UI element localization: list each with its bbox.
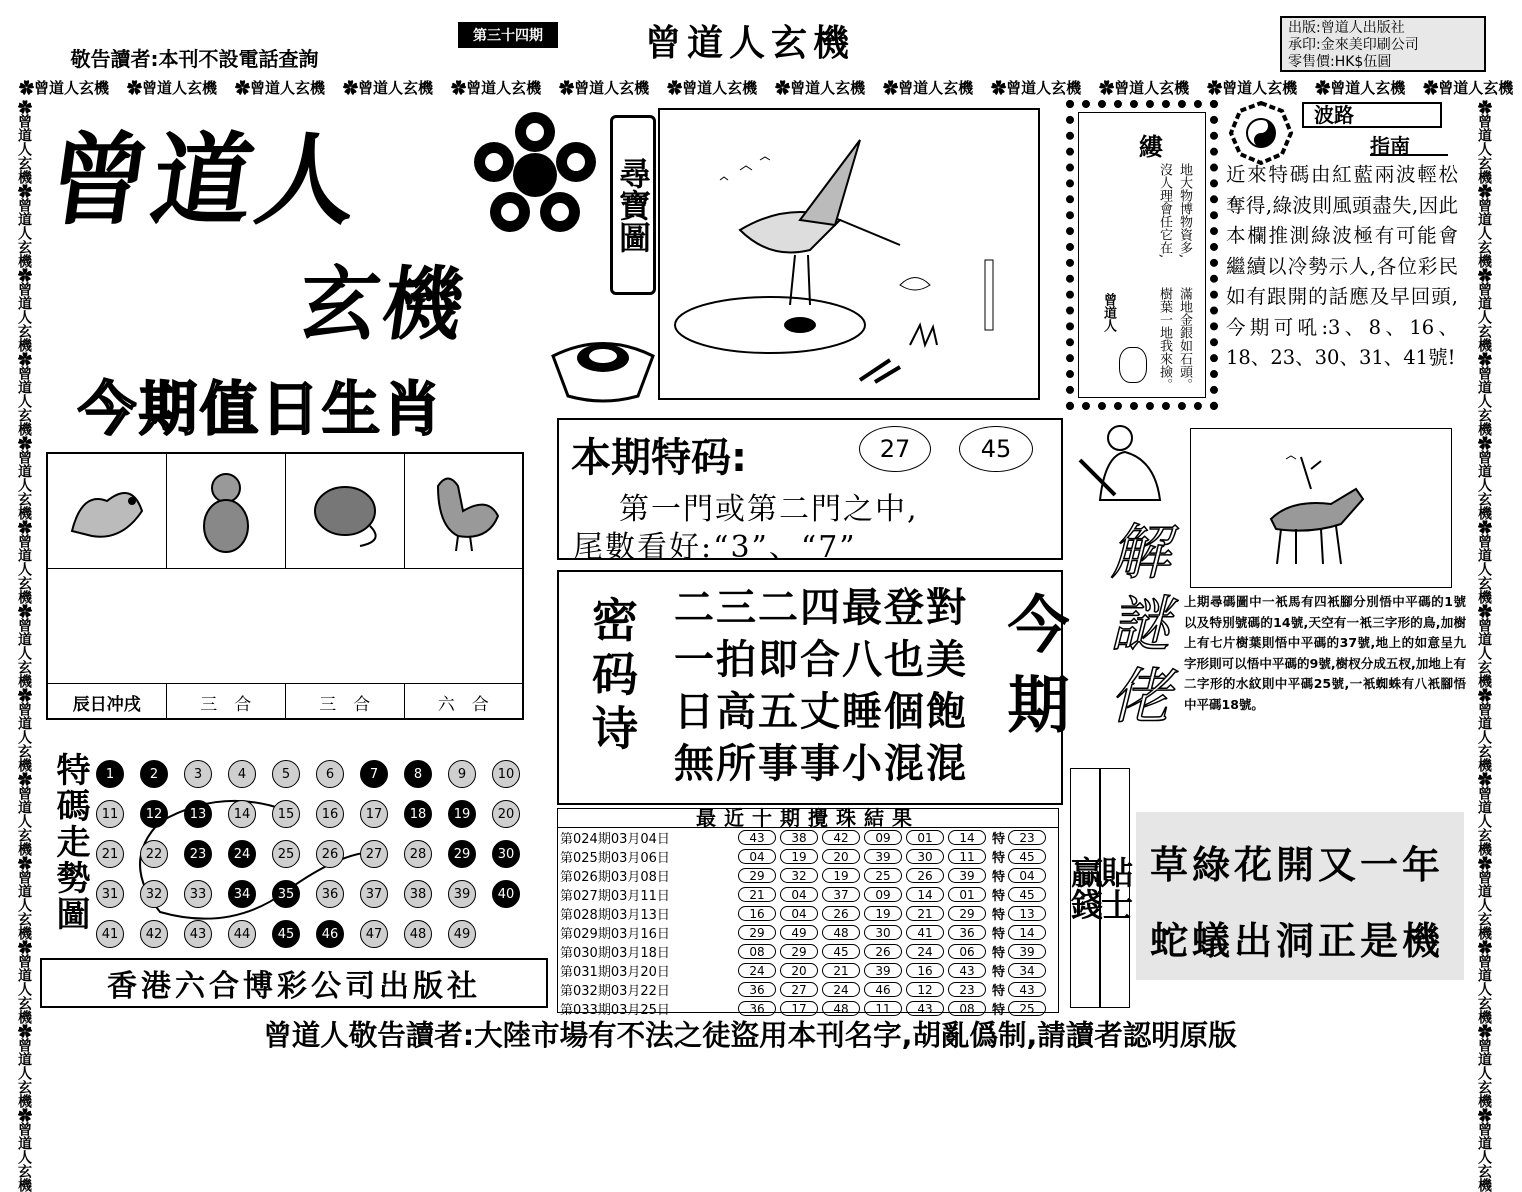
result-number: 26 — [864, 944, 902, 959]
result-number: 39 — [864, 849, 902, 864]
trend-ball: 32 — [140, 880, 168, 908]
result-special-number: 43 — [1008, 982, 1046, 997]
result-number: 12 — [906, 982, 944, 997]
trend-ball: 5 — [272, 760, 300, 788]
result-number: 32 — [780, 868, 818, 883]
border-text: ✿曾道人玄機 — [451, 79, 542, 97]
border-text: ✿曾道人玄機 — [775, 79, 866, 97]
trend-panel — [40, 752, 540, 952]
trend-balls — [96, 760, 536, 948]
result-number: 19 — [822, 868, 860, 883]
trend-ball: 23 — [184, 840, 212, 868]
result-number: 04 — [780, 887, 818, 902]
trend-ball: 31 — [96, 880, 124, 908]
result-number: 36 — [948, 925, 986, 940]
riddle-label: 解謎佬 — [1100, 520, 1170, 736]
result-number: 16 — [906, 963, 944, 978]
result-special-number: 14 — [1008, 925, 1046, 940]
trend-ball: 22 — [140, 840, 168, 868]
border-text: ✿曾道人玄機 — [1207, 79, 1298, 97]
border-text: ✿曾道人玄機 — [16, 268, 32, 352]
special-number-text: 45 — [980, 435, 1012, 463]
result-number: 14 — [948, 830, 986, 845]
result-number: 26 — [906, 868, 944, 883]
tip-line: 草綠花開又一年 — [1150, 842, 1445, 887]
border-text: ✿曾道人玄機 — [1476, 268, 1492, 352]
result-special-label: 特 — [992, 984, 1006, 999]
zodiac-images — [48, 454, 522, 569]
result-number: 21 — [906, 906, 944, 921]
bird-on-rock-icon — [660, 110, 1038, 398]
border-text: ✿曾道人玄機 — [16, 1024, 32, 1108]
trend-ball: 34 — [228, 880, 256, 908]
zodiac-label: 三 合 — [167, 684, 287, 720]
result-issue: 第029期03月16日 — [560, 927, 670, 942]
border-text: ✿曾道人玄機 — [1476, 604, 1492, 688]
trend-ball: 40 — [492, 880, 520, 908]
results-panel — [557, 806, 1059, 1018]
special-line1: 第一門或第二門之中, — [619, 492, 919, 527]
wave-title — [1302, 102, 1442, 128]
issue-text: 第三十四期 — [473, 28, 543, 44]
result-row — [560, 961, 1058, 980]
trend-ball: 30 — [492, 840, 520, 868]
side-poem-author: 曾道人 — [1101, 293, 1116, 332]
logo-line1: 曾道人 — [40, 122, 370, 239]
result-number: 16 — [738, 906, 776, 921]
result-number: 21 — [738, 887, 776, 902]
trend-ball: 2 — [140, 760, 168, 788]
zodiac-title: 今期值日生肖 — [78, 375, 445, 443]
riddle-picture — [1190, 428, 1452, 588]
result-number: 24 — [738, 963, 776, 978]
result-number: 14 — [906, 887, 944, 902]
trend-ball: 44 — [228, 920, 256, 948]
result-issue: 第032期03月22日 — [560, 984, 670, 999]
monkey-icon — [167, 454, 287, 568]
result-special-label: 特 — [992, 908, 1006, 923]
border-text: ✿曾道人玄機 — [1476, 520, 1492, 604]
seal-icon — [1119, 347, 1147, 383]
side-poem-title: 縷 — [1139, 132, 1163, 161]
special-number — [959, 426, 1033, 472]
zodiac-label: 六 合 — [437, 694, 489, 715]
result-number: 19 — [864, 906, 902, 921]
masthead-text: 曾道人玄機 — [644, 22, 855, 64]
gold-ingot-icon — [548, 326, 658, 406]
trend-ball: 46 — [316, 920, 344, 948]
zodiac-panel — [38, 358, 550, 728]
result-number: 30 — [864, 925, 902, 940]
result-special-number: 04 — [1008, 868, 1046, 883]
result-number: 25 — [864, 868, 902, 883]
trend-ball: 6 — [316, 760, 344, 788]
result-special-number: 23 — [1008, 830, 1046, 845]
trend-ball: 28 — [404, 840, 432, 868]
border-text: ✿曾道人玄機 — [127, 79, 218, 97]
trend-ball: 47 — [360, 920, 388, 948]
result-number: 01 — [906, 830, 944, 845]
wave-subtitle-text: 指南 — [1370, 134, 1410, 158]
result-number: 29 — [780, 944, 818, 959]
border-text: ✿曾道人玄機 — [16, 352, 32, 436]
dragon-icon — [48, 454, 167, 568]
trend-ball: 12 — [140, 800, 168, 828]
trend-ball: 7 — [360, 760, 388, 788]
zodiac-blank-row — [48, 569, 522, 684]
result-number: 43 — [738, 830, 776, 845]
trend-ball: 13 — [184, 800, 212, 828]
border-left — [10, 100, 34, 1192]
wave-title-text: 波路 — [1314, 103, 1354, 127]
win-money-label: 贏錢 — [1070, 768, 1100, 1008]
result-number: 24 — [822, 982, 860, 997]
trend-ball: 49 — [448, 920, 476, 948]
trend-ball: 38 — [404, 880, 432, 908]
secret-poem-line: 日高五丈睡個飽 — [674, 688, 968, 735]
result-number: 43 — [906, 1001, 944, 1016]
trend-ball: 17 — [360, 800, 388, 828]
riddle-text: 上期尋碼圖中一衹馬有四衹腳分別悟中平碼的1號以及特別號碼的14號,天空有一衹三字形的鳥,加樹上有七片樹葉則悟中平碼的37號,地上的如意呈九字形則可以悟中平碼的9號,樹杈分成五杈,加地上有二字形的水紋則中平碼25號,一衹蜘蛛有八衹腳悟中平碼18號。 — [1184, 594, 1466, 712]
border-text: ✿曾道人玄機 — [16, 940, 32, 1024]
result-number: 20 — [780, 963, 818, 978]
border-text: ✿曾道人玄機 — [1476, 184, 1492, 268]
trend-ball: 3 — [184, 760, 212, 788]
trend-ball: 37 — [360, 880, 388, 908]
border-text: ✿曾道人玄機 — [1099, 79, 1190, 97]
special-number-text: 27 — [879, 435, 911, 463]
secret-poem-side: 今期 — [997, 592, 1070, 752]
trend-ball: 33 — [184, 880, 212, 908]
treasure-map-text: 尋寶圖 — [614, 157, 652, 253]
border-right — [1470, 100, 1494, 1192]
result-special-number: 39 — [1008, 944, 1046, 959]
result-issue: 第027期03月11日 — [560, 889, 670, 904]
trend-ball: 26 — [316, 840, 344, 868]
trend-ball: 4 — [228, 760, 256, 788]
result-number: 49 — [780, 925, 818, 940]
result-row — [560, 942, 1058, 961]
result-number: 39 — [864, 963, 902, 978]
border-text: ✿曾道人玄機 — [883, 79, 974, 97]
trend-ball: 25 — [272, 840, 300, 868]
border-text: ✿曾道人玄機 — [667, 79, 758, 97]
border-text: ✿曾道人玄機 — [19, 79, 110, 97]
border-text: ✿曾道人玄機 — [991, 79, 1082, 97]
trend-ball: 9 — [448, 760, 476, 788]
trend-label: 特碼走勢圖 — [50, 752, 90, 932]
result-number: 09 — [864, 887, 902, 902]
trend-ball: 20 — [492, 800, 520, 828]
trend-ball: 10 — [492, 760, 520, 788]
result-issue: 第031期03月20日 — [560, 965, 670, 980]
result-number: 29 — [738, 925, 776, 940]
result-number: 27 — [780, 982, 818, 997]
result-number: 04 — [738, 849, 776, 864]
secret-poem-panel — [557, 570, 1070, 805]
border-text: ✿曾道人玄機 — [16, 772, 32, 856]
publisher-line: 出版:曾道人出版社 — [1288, 20, 1405, 36]
result-special-label: 特 — [992, 965, 1006, 980]
result-number: 24 — [906, 944, 944, 959]
trend-ball: 42 — [140, 920, 168, 948]
result-issue: 第028期03月13日 — [560, 908, 670, 923]
border-text: ✿曾道人玄機 — [559, 79, 650, 97]
result-number: 46 — [864, 982, 902, 997]
special-panel — [557, 418, 1063, 565]
result-number: 19 — [780, 849, 818, 864]
result-number: 43 — [948, 963, 986, 978]
trend-ball: 48 — [404, 920, 432, 948]
zodiac-labels — [48, 684, 522, 720]
wave-guide — [1220, 100, 1465, 410]
secret-poem-line: 一拍即合八也美 — [674, 636, 968, 683]
result-special-number: 25 — [1008, 1001, 1046, 1016]
treasure-map-picture — [658, 108, 1040, 400]
result-special-number: 34 — [1008, 963, 1046, 978]
result-number: 01 — [948, 887, 986, 902]
result-number: 30 — [906, 849, 944, 864]
tip-line: 蛇蟻出洞正是機 — [1150, 918, 1445, 963]
publisher-footer-text: 香港六合博彩公司出版社 — [107, 969, 481, 1004]
border-text: ✿曾道人玄機 — [16, 688, 32, 772]
result-special-label: 特 — [992, 870, 1006, 885]
result-row — [560, 847, 1058, 866]
result-special-label: 特 — [992, 889, 1006, 904]
border-text: ✿曾道人玄機 — [1476, 688, 1492, 772]
secret-poem-line: 無所事事小混混 — [674, 740, 968, 787]
side-poem-line: 滿地金銀如石頭。 — [1177, 287, 1192, 391]
zodiac-label: 辰日冲戌 — [48, 684, 167, 720]
result-special-label: 特 — [992, 832, 1006, 847]
border-text: ✿曾道人玄機 — [235, 79, 326, 97]
result-issue: 第033期03月25日 — [560, 1003, 670, 1018]
result-number: 09 — [864, 830, 902, 845]
results-rows — [558, 828, 1058, 1018]
result-number: 45 — [822, 944, 860, 959]
trend-ball: 36 — [316, 880, 344, 908]
result-special-label: 特 — [992, 946, 1006, 961]
result-row — [560, 980, 1058, 999]
zodiac-grid — [46, 452, 524, 720]
wave-text: 近來特碼由紅藍兩波輕松奪得,綠波則風頭盡失,因此本欄推測綠波極有可能會繼續以冷勢示人,各位彩民如有跟開的話應及早回頭,今期可吼:3、8、16、18、23、30、31、41號! — [1226, 163, 1458, 369]
logo — [40, 100, 600, 360]
rat-icon — [286, 454, 405, 568]
trend-ball: 45 — [272, 920, 300, 948]
result-number: 11 — [948, 849, 986, 864]
coin-flower-icon — [470, 110, 600, 240]
result-number: 21 — [822, 963, 860, 978]
result-number: 29 — [948, 906, 986, 921]
result-row — [560, 923, 1058, 942]
trend-ball: 19 — [448, 800, 476, 828]
result-number: 48 — [822, 1001, 860, 1016]
result-number: 38 — [780, 830, 818, 845]
result-number: 17 — [780, 1001, 818, 1016]
side-poem-line: 沒人理會任它在, — [1157, 163, 1172, 259]
border-text: ✿曾道人玄機 — [16, 1108, 32, 1192]
tips-label: 貼士 — [1100, 768, 1130, 1008]
result-number: 20 — [822, 849, 860, 864]
result-row — [560, 866, 1058, 885]
result-number: 42 — [822, 830, 860, 845]
result-number: 04 — [780, 906, 818, 921]
border-text: ✿曾道人玄機 — [16, 184, 32, 268]
price-line: 零售價:HK$伍圓 — [1288, 54, 1392, 70]
result-number: 36 — [738, 982, 776, 997]
trend-ball: 35 — [272, 880, 300, 908]
border-text: ✿曾道人玄機 — [343, 79, 434, 97]
trend-ball: 39 — [448, 880, 476, 908]
special-line2: 尾數看好:“3”、“7” — [573, 530, 857, 565]
border-text: ✿曾道人玄機 — [1476, 1024, 1492, 1108]
tips-box — [1136, 812, 1464, 980]
border-text: ✿曾道人玄機 — [1476, 436, 1492, 520]
trend-ball: 16 — [316, 800, 344, 828]
zodiac-label: 三 合 — [286, 684, 405, 720]
border-text: ✿曾道人玄機 — [1423, 79, 1514, 97]
trend-ball: 27 — [360, 840, 388, 868]
result-special-label: 特 — [992, 927, 1006, 942]
trend-ball: 43 — [184, 920, 212, 948]
result-number: 08 — [948, 1001, 986, 1016]
result-number: 23 — [948, 982, 986, 997]
result-special-number: 13 — [1008, 906, 1046, 921]
trend-ball: 14 — [228, 800, 256, 828]
result-number: 26 — [822, 906, 860, 921]
special-title: 本期特码: — [571, 435, 747, 481]
result-special-number: 45 — [1008, 887, 1046, 902]
border-top — [10, 76, 1514, 100]
result-number: 36 — [738, 1001, 776, 1016]
border-text: ✿曾道人玄機 — [16, 100, 32, 184]
notice-top — [22, 42, 367, 72]
result-number: 48 — [822, 925, 860, 940]
border-text: ✿曾道人玄機 — [16, 856, 32, 940]
sage-icon — [1070, 420, 1176, 500]
yin-yang-icon — [1230, 102, 1292, 164]
trend-ball: 8 — [404, 760, 432, 788]
publisher-info — [1280, 16, 1486, 72]
publisher-footer — [40, 958, 548, 1008]
rooster-icon — [405, 454, 523, 568]
result-special-number: 45 — [1008, 849, 1046, 864]
trend-ball: 24 — [228, 840, 256, 868]
border-text: ✿曾道人玄機 — [1476, 352, 1492, 436]
notice-top-text: 敬告讀者:本刊不設電話查詢 — [70, 46, 319, 71]
result-issue: 第024期03月04日 — [560, 832, 670, 847]
trend-ball: 29 — [448, 840, 476, 868]
border-text: ✿曾道人玄機 — [1476, 856, 1492, 940]
border-text: ✿曾道人玄機 — [16, 604, 32, 688]
printer-line: 承印:金來美印刷公司 — [1288, 37, 1419, 53]
result-special-label: 特 — [992, 1003, 1006, 1018]
result-number: 41 — [906, 925, 944, 940]
secret-poem-lines — [674, 582, 968, 790]
border-text: ✿曾道人玄機 — [1476, 940, 1492, 1024]
masthead-title — [600, 15, 900, 65]
result-issue: 第025期03月06日 — [560, 851, 670, 866]
trend-ball: 15 — [272, 800, 300, 828]
side-poem-frame — [1066, 100, 1218, 410]
result-row — [560, 828, 1058, 847]
side-poem — [1078, 112, 1206, 398]
wave-subtitle — [1370, 130, 1448, 156]
trend-ball: 11 — [96, 800, 124, 828]
result-special-label: 特 — [992, 851, 1006, 866]
trend-ball: 41 — [96, 920, 124, 948]
border-text: ✿曾道人玄機 — [1476, 100, 1492, 184]
result-number: 06 — [948, 944, 986, 959]
trend-ball: 1 — [96, 760, 124, 788]
result-number: 08 — [738, 944, 776, 959]
result-row — [560, 885, 1058, 904]
secret-poem-label: 密码诗 — [585, 596, 639, 758]
border-text: ✿曾道人玄機 — [1476, 772, 1492, 856]
border-text: ✿曾道人玄機 — [16, 436, 32, 520]
result-number: 37 — [822, 887, 860, 902]
side-poem-line: 樹葉一地我來撿。 — [1157, 287, 1172, 391]
result-number: 29 — [738, 868, 776, 883]
side-poem-line: 地大物博物資多, — [1177, 163, 1192, 259]
special-number — [859, 426, 931, 472]
trend-ball: 21 — [96, 840, 124, 868]
secret-poem-line: 二三二四最登對 — [674, 584, 968, 631]
results-title: 最近十期攪珠結果 — [558, 809, 1058, 828]
bottom-notice — [10, 1014, 1490, 1052]
bottom-notice-text: 曾道人敬告讀者:大陸市場有不法之徒盜用本刊名字,胡亂僞制,請讀者認明原版 — [263, 1018, 1237, 1052]
result-issue: 第030期03月18日 — [560, 946, 670, 961]
result-issue: 第026期03月08日 — [560, 870, 670, 885]
result-row — [560, 904, 1058, 923]
logo-line2: 玄機 — [292, 258, 474, 351]
treasure-map-label — [610, 115, 656, 295]
result-number: 39 — [948, 868, 986, 883]
result-number: 11 — [864, 1001, 902, 1016]
horse-icon — [1191, 429, 1449, 585]
trend-ball: 18 — [404, 800, 432, 828]
border-text: ✿曾道人玄機 — [16, 520, 32, 604]
border-text: ✿曾道人玄機 — [1315, 79, 1406, 97]
border-text: ✿曾道人玄機 — [1476, 1108, 1492, 1192]
issue-badge — [458, 22, 558, 48]
